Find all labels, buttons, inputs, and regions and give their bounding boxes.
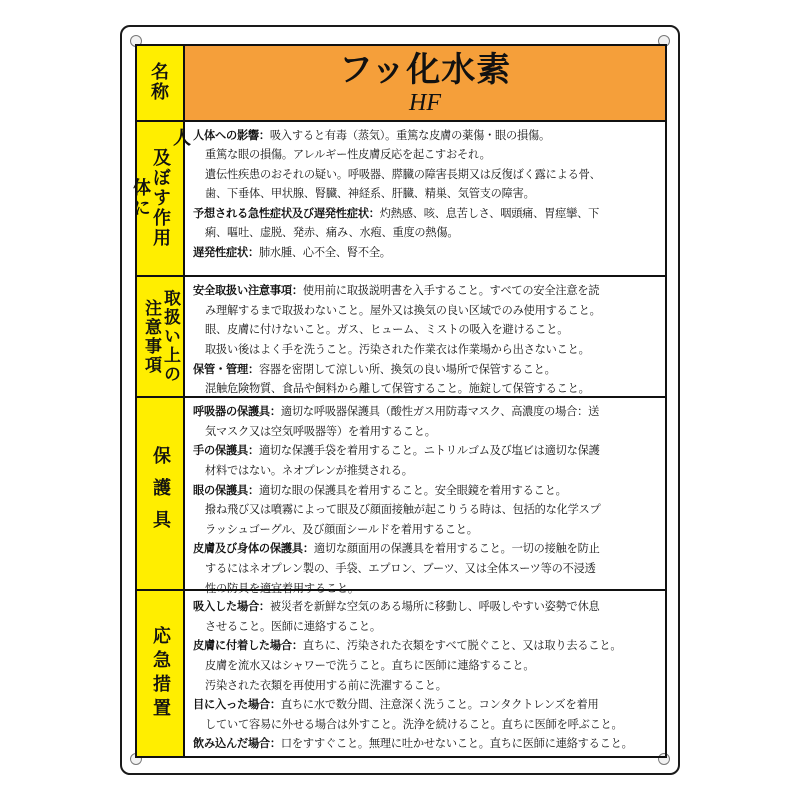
content-line [193,360,659,380]
content-line [193,340,659,360]
content-line [193,695,659,715]
content-text: 遺伝性疾患のおそれの疑い。呼吸器、膵臓の障害長期又は反復ばく露による骨、 [205,167,601,181]
name-label [137,46,185,120]
content-line [193,301,659,321]
content-text: 痢、嘔吐、虚脱、発赤、痛み、水疱、重度の熱傷。 [205,226,459,240]
content-text: 歯、下垂体、甲状腺、腎臓、神経系、肝臓、精巣、気管支の障害。 [205,187,535,201]
content-line [193,441,659,461]
content-line [193,281,659,301]
label-column: 取扱い上の [160,289,180,385]
content-text: していて容易に外せる場合は外すこと。洗浄を続けること。直ちに医師を呼ぶこと。 [205,717,623,731]
content-line [193,734,659,754]
label-column: 保護具 [150,445,171,542]
content-line [193,402,659,422]
content-text: 適切な呼吸器保護具（酸性ガス用防毒マスク、高濃度の場合：送 [280,405,600,419]
label-column: 体に [130,178,151,219]
section-handling [137,275,665,396]
content-heading: 保管・管理： [193,362,259,376]
content-heading: 吸入した場合： [193,600,270,614]
content-line [193,481,659,501]
section-content [185,591,665,756]
section-label [137,398,185,589]
content-heading: 皮膚に付着した場合： [193,639,303,653]
content-text: 適切な保護手袋を着用すること。ニトリルゴム及び塩ビは適切な保護 [258,444,600,458]
content-text: 気マスク又は空気呼吸器等）を着用すること。 [205,424,436,438]
content-text: 適切な眼の保護具を着用すること。安全眼鏡を着用すること。 [258,483,567,497]
content-line [193,617,659,637]
content-line [193,243,659,263]
label-column: 応急措置 [150,625,171,722]
content-line [193,184,659,204]
content-line [193,223,659,243]
content-text: 容器を密閉して涼しい所、換気の良い場所で保管すること。 [258,362,556,376]
content-heading: 飲み込んだ場合： [193,737,281,751]
content-line [193,461,659,481]
content-text: 材料ではない。ネオプレンが推奨される。 [205,464,413,478]
content-text: 重篤な眼の損傷。アレルギー性皮膚反応を起こすおそれ。 [205,148,491,162]
section-label [137,277,185,396]
content-line [193,715,659,735]
content-text: 取扱い後はよく手を洗うこと。汚染された作業衣は作業場から出さないこと。 [205,343,590,357]
safety-sign-board [120,25,680,775]
content-text: 混触危険物質、食品や飼料から離して保管すること。施錠して保管すること。 [205,382,590,396]
content-line [193,520,659,540]
content-text: ラッシュゴーグル、及び顔面シールドを着用すること。 [205,522,478,536]
content-text: 吸入すると有毒（蒸気）。重篤な皮膚の薬傷・眼の損傷。 [269,128,550,142]
content-line [193,500,659,520]
section-content [185,398,665,595]
content-text: 肺水腫、心不全、腎不全。 [258,246,391,260]
title-row [137,46,665,120]
content-line [193,422,659,442]
content-line [193,539,659,559]
name-label-char: 名 [151,61,169,83]
content-heading: 目に入った場合： [193,698,281,712]
content-text: するにはネオプレン製の、手袋、エプロン、ブーツ、又は全体スーツ等の不浸透 [205,562,596,575]
content-heading: 安全取扱い注意事項： [193,284,303,298]
content-text: 性の防具を適宜着用すること。 [205,581,359,595]
content-text: 直ちに、汚染された衣類をすべて脱ぐこと、又は取り去ること。 [302,639,622,653]
section-first-aid [137,589,665,756]
content-text: 直ちに水で数分間、注意深く洗うこと。コンタクトレンズを着用 [280,698,599,712]
content-text: 撥ね飛び又は噴霧によって眼及び顔面接触が起こりうる時は、包括的な化学スプ [205,503,601,517]
content-line [193,559,659,579]
content-text: 眼、皮膚に付けないこと。ガス、ヒューム、ミストの吸入を避けること。 [205,323,569,337]
section-label [137,591,185,756]
section-label [130,122,191,276]
content-line [193,126,659,146]
chemical-formula: HF [409,89,441,116]
content-heading: 皮膚及び身体の保護具： [193,542,314,556]
content-heading: 手の保護具： [193,444,259,458]
content-text: 被災者を新鮮な空気のある場所に移動し、呼吸しやすい姿勢で休息 [269,600,600,614]
content-line [193,320,659,340]
content-heading: 眼の保護具： [193,483,259,497]
content-line [193,165,659,185]
content-heading: 呼吸器の保護具： [193,405,281,419]
content-line [193,636,659,656]
content-heading: 遅発性症状： [193,246,259,260]
content-text: 皮膚を流水又はシャワーで洗うこと。直ちに医師に連絡すること。 [205,659,535,673]
content-line [193,204,659,224]
content-text: 口をすすぐこと。無理に吐かせないこと。直ちに医師に連絡すること。 [280,737,633,751]
content-line [193,676,659,696]
section-content [185,277,665,396]
content-line [193,597,659,617]
sign-table [130,44,667,758]
label-column: 人 [170,127,191,148]
content-text: 汚染された衣類を再使用する前に洗濯すること。 [205,678,447,692]
content-heading: 人体への影響： [193,128,270,142]
content-heading: 予想される急性症状及び遅発性症状： [193,206,380,220]
label-column: 注意事項 [141,298,161,375]
content-text: 適切な顔面用の保護具を着用すること。一切の接触を防止 [313,542,600,556]
content-line [193,145,659,165]
name-label-char: 称 [151,81,169,103]
substance-name: フッ化水素 [338,49,512,90]
content-line [193,656,659,676]
content-text: させること。医師に連絡すること。 [205,619,381,633]
substance-title-box [185,46,665,120]
label-column: 及ぼす作用 [150,148,171,249]
section-health-effects [130,120,665,276]
content-text: み理解するまで取扱わないこと。屋外又は換気の良い区域でのみ使用すること。 [205,303,601,317]
section-protective-equipment [137,396,665,595]
section-content [185,122,665,276]
content-text: 灼熱感、咳、息苦しさ、咽頭痛、胃痙攣、下 [379,206,600,220]
content-text: 使用前に取扱説明書を入手すること。すべての安全注意を読 [302,284,600,298]
